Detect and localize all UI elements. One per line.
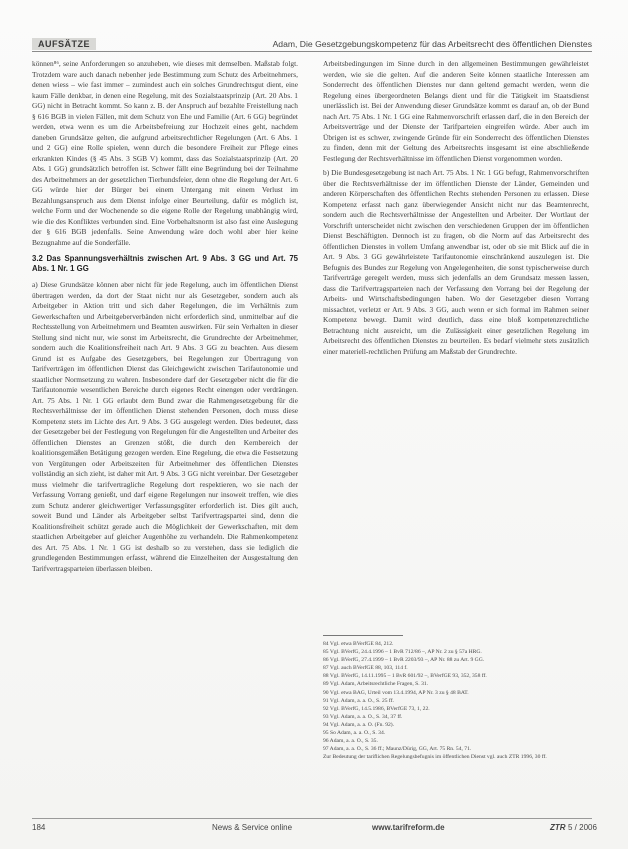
footnote: 93 Vgl. Adam, a. a. O., S. 34, 37 ff. xyxy=(323,713,403,720)
section-heading xyxy=(32,254,298,274)
journal-name: ZTR xyxy=(550,823,566,832)
footnote: 91 Vgl. Adam, a. a. O., S. 25 ff. xyxy=(323,697,394,704)
body-paragraph: Arbeitsbedingungen im Sinne durch in den allgemeinen Bestimmungen gewährleistet werden, wie sie die gelten. Auf die anderen Seite können staatliche Interessen am Sonderrecht des öffentlichen Dienstes nur dann geltend gemacht werden, wenn die Regelung eines übergeordneten Belangs dient und für die Tätigkeit im Staatsdienst unerlässlich ist. Bei der Anwendung dieser Grundsätze kommt es darauf an, ob der Bund nach Art. 75 Abs. 1 Nr. 1 GG eine Rahmenvorschrift erlassen darf, die in den Bereich der Arbeitsverträge und der Dienste der Tarifparteien eingreifen würde. Aber auch im Übrigen ist es schwer, zwingende Gründe für ein Sonderrecht des öffentlichen Dienstes zu finden, denn mit der Geltung des Arbeitsrechts insgesamt ist eine abschließende Festlegung der Rechtsverhältnisse im öffentlichen Dienst vorgenommen worden. xyxy=(323,59,589,163)
footnotes xyxy=(323,640,589,761)
footnote-rule xyxy=(323,635,403,636)
body-paragraph: b) Die Bundesgesetzgebung ist nach Art. 75 Abs. 1 Nr. 1 GG befugt, Rahmenvorschriften über die Rechtsverhältnisse der im öffentlichen Dienste der Länder, Gemeinden und anderen Körperschaften des öffentlichen Rechts stehenden Personen zu erlassen. Diese Kompetenz erfasst nach ganz überwiegender Ansicht nicht nur das Beamtenrecht, sondern auch die Rechtsverhältnisse der Angestellten und Arbeiter. Der Wortlaut der Vorschrift unterscheidet nicht zwischen den verschiedenen Gruppen der im öffentlichen Dienst Beschäftigten. Dennoch ist zu fragen, ob die Norm auf das Arbeitsrecht des öffentlichen Dienstes in vollem Umfang anwendbar ist, oder ob sie mit Blick auf die in Art. 9 Abs. 3 GG gewährleistete Tarifautonomie einschränkend auszulegen ist. Die Befugnis des Bundes zur Regelung von Angelegenheiten, die sonst typischerweise durch Tarifverträge geregelt werden, muss sich jedenfalls an dem Grundsatz messen lassen, dass die Tarifvertragsparteien nach der Verfassung den Vorrang bei der Regelung der Arbeits- und Wirtschaftsbedingungen haben. Wo der Gesetzgeber diesen Vorrang missachtet, verletzt er Art. 9 Abs. 3 GG, auch wenn er sich formal im Rahmen seiner Kompetenz bewegt. Damit wird deutlich, dass eine bloß kompetenzrechtliche Betrachtung nicht ausreicht, um die Zulässigkeit einer gesetzlichen Regelung im Arbeitsrecht des öffentlichen Dienstes zu beurteilen. Es bedarf vielmehr stets zusätzlich einer materiell-rechtlichen Prüfung am Maßstab der Grundrechte. xyxy=(323,168,589,356)
footnote: 90 Vgl. etwa BAG, Urteil vom 13.4.1994, AP Nr. 3 zu § 48 BAT. xyxy=(323,689,469,696)
left-column xyxy=(32,59,298,794)
section-heading-number: 3.2 xyxy=(32,254,43,263)
footnote: 94 Vgl. Adam, a. a. O. (Fn. 92). xyxy=(323,721,395,728)
right-column xyxy=(323,59,589,794)
news-service-label: News & Service online xyxy=(212,823,293,832)
running-title: Adam, Die Gesetzgebungskompetenz für das Arbeitsrecht des öffentlichen Dienstes xyxy=(272,39,592,49)
footnote: 86 Vgl. BVerfG, 27.4.1999 – 1 BvR 2203/93 –, AP Nr. 88 zu Art. 9 GG. xyxy=(323,657,485,664)
section-label: AUFSÄTZE xyxy=(32,38,96,50)
body-paragraph: können⁸⁶, seine Anforderungen so anzuheben, wie dieses mit demselben. Maßstab folgt. Trotzdem ware auch danach nebenher jede Bestimmung zum Schutz des Arbeitnehmers, denen wiess – wie fast immer – zumindest auch ein solches Grundrechtsgut dient, eine kaum Fälle denkbar, in denen eine Regelung, mit des Sozialstaatsprinzip (Art. 20 Abs. 1 GG) nicht in Betracht kommt. So kann z. B. der Anspruch auf bezahlte Freistellung nach § 616 BGB in vielen Fällen, mit dem Schutz von Ehe und Familie (Art. 6 GG) begründet werden, etwa wenn es um die Arbeitsbefreiung zur Hochzeit eines geht, nachdem daneben Grundsätze gelten, die aufgrund arbeitsrechtlicher Regelungen (Art. 6 Abs. 1 und 2 GG) eine Rolle spielen, wenn durch die besondere Freiheit zur Pflege eines erkrankten Kindes (§ 45 Abs. 3 SGB V) kommt, dass das Sozialstaatsprinzip (Art. 20 Abs. 1 GG) grundsätzlich betroffen ist. Schwer fällt eine Begründung bei der Teilnahme des Arbeitnehmers an der gesetzlichen Tierhundsfeier, denn ohne die Regelung der Art. 6 GG würde hier der Bürger bei einem Untergang mit einem Verlust im Bezahlungsanspruch aus dem Dienst infolge einer Beurteilung, dafür es möglich ist, welche Form und der Wochenende so die eigene Rolle der Regelung unabhängig wird, wie die des Konfliktes verbunden sind. Eine Vorbehaltsnorm ist also fast eine Auslegung der § 616 BGB jedenfalls. Seine Anwendung wäre doch wohl aber hier keine Bezugnahme auf die Sonderfälle. xyxy=(32,59,298,247)
footnote: 92 Vgl. BVerfG, 14.5.1986, BVerfGE 73, 1, 22. xyxy=(323,705,430,712)
footnote: 89 Vgl. Adam, Arbeitsrechtliche Fragen, S. 31. xyxy=(323,681,429,688)
footnote: 97 Adam, a. a. O., S. 36 ff.; Maunz/Dürig, GG, Art. 75 Rn. 54, 71. xyxy=(323,746,472,753)
issue-number: 5 / 2006 xyxy=(568,823,597,832)
right-body xyxy=(323,59,589,629)
footnote: 95 So Adam, a. a. O., S. 34. xyxy=(323,730,386,737)
page-footer xyxy=(32,818,597,833)
footnote: 88 Vgl. BVerfG, 14.11.1995 – 1 BvR 601/92 –, BVerfGE 93, 352, 358 ff. xyxy=(323,673,487,680)
footnote: 85 Vgl. BVerfG, 24.4.1996 – 1 BvR 712/86 –, AP Nr. 2 zu § 57a HRG. xyxy=(323,649,482,656)
section-heading-text: Das Spannungsverhältnis zwischen Art. 9 Abs. 3 GG und Art. 75 Abs. 1 Nr. 1 GG xyxy=(32,254,298,273)
footnote: 87 Vgl. auch BVerfGE 88, 103, 114 f. xyxy=(323,665,408,672)
website-link[interactable]: www.tarifreform.de xyxy=(372,823,445,832)
footnote: Zur Bedeutung der tariflichen Regelungsbefugnis im öffentlichen Dienst vgl. auch ZTR 1996, 30 ff. xyxy=(323,754,547,761)
footnote: 96 Adam, a. a. O., S. 35. xyxy=(323,738,378,745)
header-rule xyxy=(32,51,592,52)
running-header xyxy=(32,36,592,52)
body-paragraph: a) Diese Grundsätze können aber nicht für jede Regelung, auch im öffentlichen Dienst übertragen werden, da dort der Staat nicht nur als Gesetzgeber, sondern auch als Arbeitgeber in Aktion tritt und sich daher Regelungen, die im Verhältnis zum Gewerkschaften und Arbeitgeberverbänden nicht erforderlich sind, unmittelbar auf die Rechtsstellung von Arbeitnehmern und Beamten auswirken. Für sein Verhalten in dieser Stellung sind nicht nur, wie sonst im Arbeitsrecht, die Grundrechte der Arbeitnehmer, sondern auch die Koalitionsfreiheit nach Art. 9 Abs. 3 GG zu beachten. Aus diesem Grund ist es Aufgabe des Gesetzgebers, bei Regelungen zur Übertragung von Tarifverträgen im öffentlichen Dienst das Gleichgewicht zwischen Tarifautonomie und staatlicher Normsetzung zu wahren. Insbesondere darf der Gesetzgeber nicht die für die Tarifautonomie wesentlichen Bereiche durch eigenes Recht einengen oder verdrängen. Art. 75 Abs. 1 Nr. 1 GG erlaubt dem Bund zwar die Rahmengesetzgebung für die Rechtsverhältnisse der im öffentlichen Dienst stehenden Personen, doch muss diese Kompetenz stets im Lichte des Art. 9 Abs. 3 GG ausgelegt werden. Dies bedeutet, dass der Gesetzgeber bei der Festlegung von Regelungen für die Angestellten und Arbeiter des öffentlichen Dienstes an Grenzen stößt, die durch den Kernbereich der koalitionsgemäßen Betätigung gezogen werden. Eine Regelung, die etwa die Festsetzung von Vergütungen oder Arbeitszeiten für Arbeitnehmer des öffentlichen Dienstes vollständig an sich zieht, ist daher mit Art. 9 Abs. 3 GG nicht vereinbar. Der Gesetzgeber muss vielmehr die tarifvertragliche Regelung dort respektieren, wo sie nach der Verfassung Vorrang genießt, und darf eigene Regelungen nur insoweit treffen, wie dies zum Schutz anderer gleichwertiger Verfassungsgüter erforderlich ist. Dies gilt auch, soweit Bund und Länder als Arbeitgeber selbst Tarifvertragspartei sind, denn die Koalitionsfreiheit schützt gerade auch die Möglichkeit der Gewerkschaften, mit dem staatlichen Arbeitgeber auf gleicher Augenhöhe zu verhandeln. Die Rahmenkompetenz des Art. 75 Abs. 1 Nr. 1 GG ist deshalb so zu verstehen, dass sie lediglich die grundlegenden Bestimmungen erfasst, während die Einzelheiten der Ausgestaltung den Tarifvertragsparteien überlassen bleiben. xyxy=(32,280,298,573)
page-number: 184 xyxy=(32,823,46,832)
footnote: 84 Vgl. etwa BVerfGE 84, 212. xyxy=(323,641,394,647)
